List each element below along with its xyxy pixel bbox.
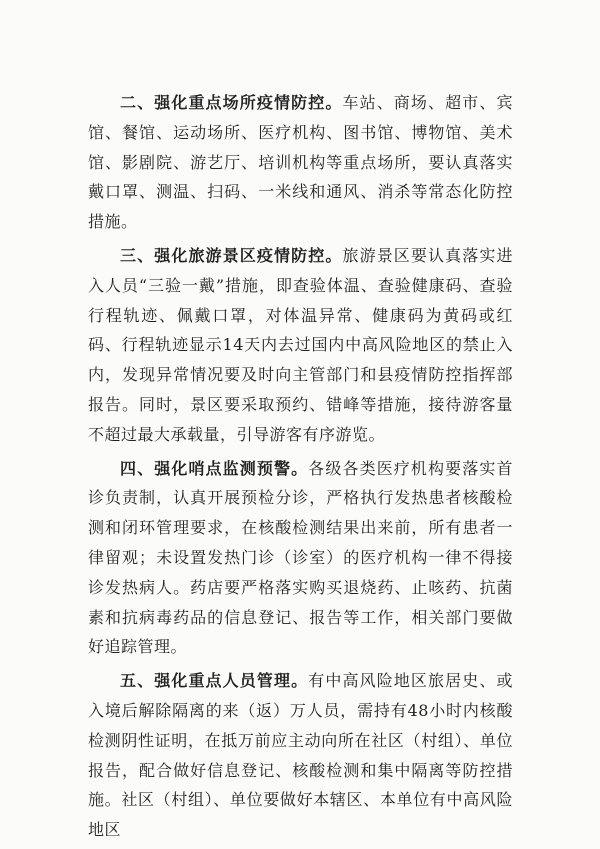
section-3-heading: 三、强化旅游景区疫情防控。 bbox=[120, 245, 343, 265]
section-5-text: 有中高风险地区旅居史、或入境后解除隔离的来（返）万人员，需持有48小时内核酸检测阴性证明，在抵万前应主动向所在社区（村组）、单位报告，配合做好信息登记、核酸检测和集中隔离等防控措施。社区（村组）、单位要做好本辖区、本单位有中高风险地区 bbox=[88, 671, 513, 840]
document-body bbox=[88, 88, 513, 849]
section-3-text: 旅游景区要认真落实进入人员“三验一戴”措施，即查验体温、查验健康码、查验行程轨迹、佩戴口罩，对体温异常、健康码为黄码或红码、行程轨迹显示14天内去过国内中高风险地区的禁止入内，发现异常情况要及时向主管部门和县疫情防控指挥部报告。同时，景区要采取预约、错峰等措施，接待游客量不超过最大承载量，引导游客有序游览。 bbox=[88, 245, 513, 444]
paragraph-section-4 bbox=[88, 454, 513, 663]
paragraph-section-3 bbox=[88, 241, 513, 450]
section-4-heading: 四、强化哨点监测预警。 bbox=[120, 458, 309, 478]
section-2-heading: 二、强化重点场所疫情防控。 bbox=[120, 93, 343, 112]
section-5-heading: 五、强化重点人员管理。 bbox=[120, 671, 309, 691]
section-2-text: 车站、商场、超市、宾馆、餐馆、运动场所、医疗机构、图书馆、博物馆、美术馆、影剧院、游艺厅、培训机构等重点场所，要认真落实戴口罩、测温、扫码、一米线和通风、消杀等常态化防控措施。 bbox=[88, 93, 513, 232]
paragraph-section-2 bbox=[88, 88, 513, 237]
paragraph-section-5 bbox=[88, 666, 513, 845]
section-4-text: 各级各类医疗机构要落实首诊负责制，认真开展预检分诊，严格执行发热患者核酸检测和闭环管理要求，在核酸检测结果出来前，所有患者一律留观；未设置发热门诊（诊室）的医疗机构一律不得接诊发热病人。药店要严格落实购买退烧药、止咳药、抗菌素和抗病毒药品的信息登记、报告等工作，相关部门要做好追踪管理。 bbox=[88, 458, 513, 657]
